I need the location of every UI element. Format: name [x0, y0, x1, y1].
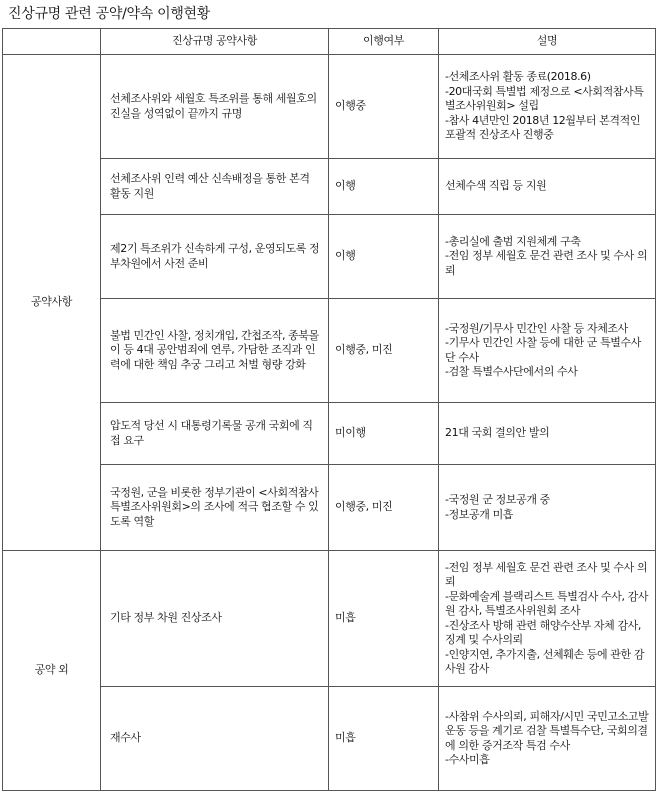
- description-line: -전임 정부 세월호 문건 관련 조사 및 수사 의뢰: [445, 560, 648, 588]
- description-line: -수사미흡: [445, 753, 490, 766]
- pledge-cell: 재수사: [101, 687, 329, 791]
- description-line: -국정원 군 정보공개 중: [445, 493, 550, 506]
- category-cell: 공약 외: [3, 551, 101, 791]
- description-line: -20대국회 특별법 제정으로 <사회적참사특별조사위원회> 설립: [445, 84, 644, 113]
- header-description: 설명: [439, 29, 656, 55]
- description-line: -기무사 민간인 사찰 등에 대한 군 특별수사단 수사: [445, 336, 641, 364]
- pledge-cell: 압도적 당선 시 대통령기록물 공개 국회에 직접 요구: [101, 403, 329, 465]
- status-cell: 미흡: [329, 551, 439, 687]
- table-row: [3, 159, 656, 215]
- pledge-cell: 선체조사위 인력 예산 신속배정을 통한 본격 활동 지원: [101, 159, 329, 215]
- description-cell: [439, 687, 656, 791]
- status-cell: 이행중, 미진: [329, 299, 439, 403]
- header-category: [3, 29, 101, 55]
- description-line: -참사 4년만인 2018년 12월부터 본격적인 포괄적 진상조사 진행중: [445, 113, 641, 142]
- description-line: -국정원/기무사 민간인 사찰 등 자체조사: [445, 321, 628, 335]
- table-row: [3, 403, 656, 465]
- description-cell: [439, 55, 656, 159]
- description-line: -문화예술계 블랙리스트 특별검사 수사, 감사원 감사, 특별조사위원회 조사: [445, 589, 649, 617]
- description-line: -검찰 특별수사단에서의 수사: [445, 365, 578, 378]
- status-cell: 이행중, 미진: [329, 465, 439, 551]
- description-line: -전임 정부 세월호 문건 관련 조사 및 수사 의뢰: [445, 249, 648, 277]
- description-cell: [439, 551, 656, 687]
- pledge-cell: 제2기 특조위가 신속하게 구성, 운영되도록 정부차원에서 사전 준비: [101, 215, 329, 299]
- status-cell: 미이행: [329, 403, 439, 465]
- description-line: 선체수색 직립 등 지원: [445, 179, 547, 193]
- description-cell: [439, 215, 656, 299]
- pledge-status-table: [2, 28, 656, 791]
- status-cell: 미흡: [329, 687, 439, 791]
- header-status: 이행여부: [329, 29, 439, 55]
- table-row: [3, 687, 656, 791]
- description-cell: [439, 465, 656, 551]
- description-line: -정보공개 미흡: [445, 507, 514, 521]
- table-row: [3, 299, 656, 403]
- table-row: [3, 215, 656, 299]
- table-row: [3, 551, 656, 687]
- pledge-cell: 국정원, 군을 비롯한 정부기관이 <사회적참사 특별조사위원회>의 조사에 적극 협조할 수 있도록 역할: [101, 465, 329, 551]
- description-line: -총리실에 출범 지원체계 구축: [445, 234, 581, 248]
- description-line: -사참위 수사의뢰, 피해자/시민 국민고소고발 운동 등을 계기로 검찰 특별특수단, 국회의결에 의한 증거조작 특검 수사: [445, 709, 649, 752]
- description-line: -진상조사 방해 관련 해양수산부 자체 감사, 징계 및 수사의뢰: [445, 618, 641, 646]
- status-cell: 이행중: [329, 55, 439, 159]
- table-header-row: [3, 29, 656, 55]
- pledge-cell: 불법 민간인 사찰, 정치개입, 간첩조작, 종북몰이 등 4대 공안범죄에 연루, 가담한 조직과 인력에 대한 책임 추궁 그리고 처벌 형량 강화: [101, 299, 329, 403]
- description-line: 21대 국회 결의안 발의: [445, 426, 550, 440]
- description-line: -인양지연, 추가지출, 선체훼손 등에 관한 감사원 감사: [445, 647, 645, 675]
- description-cell: [439, 299, 656, 403]
- table-row: [3, 55, 656, 159]
- description-cell: [439, 159, 656, 215]
- status-cell: 이행: [329, 215, 439, 299]
- status-cell: 이행: [329, 159, 439, 215]
- page-title: 진상규명 관련 공약/약속 이행현황: [8, 6, 211, 22]
- pledge-cell: 선체조사위와 세월호 특조위를 통해 세월호의 진실을 성역없이 끝까지 규명: [101, 55, 329, 159]
- description-cell: [439, 403, 656, 465]
- header-pledge: 진상규명 공약사항: [101, 29, 329, 55]
- pledge-cell: 기타 정부 차원 진상조사: [101, 551, 329, 687]
- description-line: -선체조사위 활동 종료(2018.6): [445, 70, 591, 84]
- table-row: [3, 465, 656, 551]
- category-cell: 공약사항: [3, 55, 101, 551]
